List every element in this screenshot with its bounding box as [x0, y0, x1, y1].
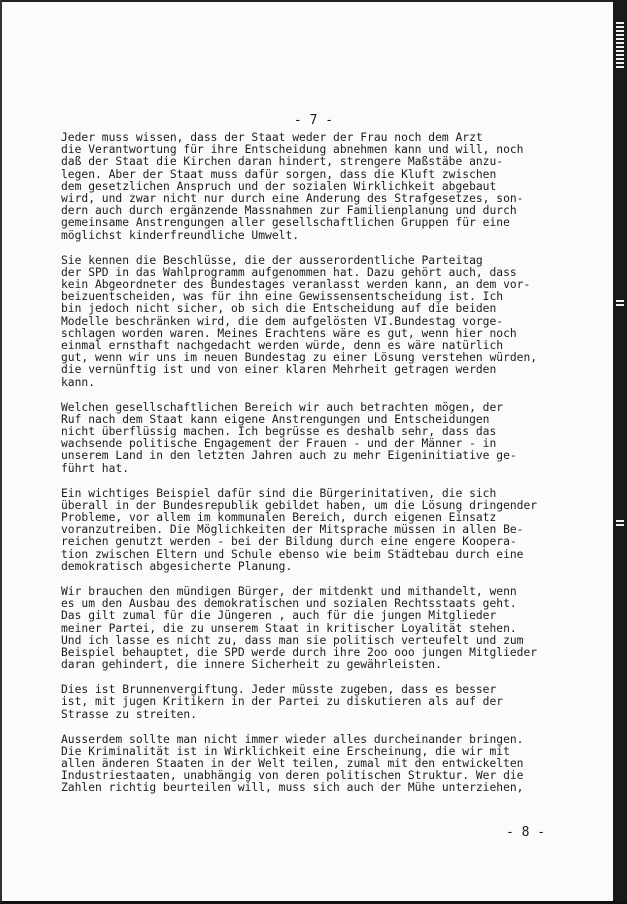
- paragraph: [61, 488, 558, 573]
- paragraph: [61, 684, 558, 721]
- text-line: Probleme, vor allem im kommunalen Bereich, durch eigenen Einsatz: [61, 512, 497, 525]
- text-line: dem gesetzlichen Anspruch und der sozialen Wirklichkeit abgebaut: [61, 180, 497, 193]
- text-line: Die Kriminalität ist in Wirklichkeit eine Erscheinung, die wir mit: [61, 745, 510, 758]
- text-line: bin jedoch nicht sicher, ob sich die Entscheidung auf die beiden: [61, 303, 497, 316]
- text-line: Dies ist Brunnenvergiftung. Jeder müsste zugeben, dass es besser: [61, 684, 497, 697]
- text-line: voranzutreiben. Die Möglichkeiten der Mitsprache müssen in allen Be-: [61, 524, 524, 537]
- text-line: nicht überflüssig machen. Ich begrüsse es deshalb sehr, dass das: [61, 426, 497, 439]
- paragraph: [61, 255, 558, 389]
- text-line: gut, wenn wir uns im neuen Bundestag zu einer Lösung verstehen würden,: [61, 352, 538, 365]
- text-line: reichen genutzt werden - bei der Bildung durch eine engere Koopera-: [61, 536, 517, 549]
- text-line: wird, und zwar nicht nur durch eine Änderung des Strafgesetzes, son-: [61, 193, 524, 206]
- text-line: gemeinsame Anstrengungen aller gesellschaftlichen Gruppen für eine: [61, 217, 510, 230]
- paragraph: [61, 734, 558, 795]
- scan-left-edge: [0, 0, 2, 904]
- text-line: Wir brauchen den mündigen Bürger, der mitdenkt und mithandelt, wenn: [61, 585, 517, 598]
- text-line: Ruf nach dem Staat kann eigene Anstrengungen und Entscheidungen: [61, 413, 490, 426]
- text-line: Das gilt zumal für die Jüngeren , auch für die jungen Mitglieder: [61, 610, 497, 623]
- text-line: die vernünftig ist und von einer klaren Mehrheit getragen werden: [61, 364, 497, 377]
- body-text: [61, 132, 558, 807]
- text-line: der SPD in das Wahlprogramm aufgenommen hat. Dazu gehört auch, dass: [61, 266, 517, 279]
- text-line: führt hat.: [61, 462, 130, 475]
- text-line: die Verantwortung für ihre Entscheidung abnehmen kann und will, noch: [61, 144, 524, 157]
- text-line: Strasse zu streiten.: [61, 708, 198, 721]
- page-number: - 7 -: [293, 113, 334, 128]
- text-line: Zahlen richtig beurteilen will, muss sich auch der Mühe unterziehen,: [61, 782, 524, 795]
- text-line: Welchen gesellschaftlichen Bereich wir auch betrachten mögen, der: [61, 401, 504, 414]
- text-line: Jeder muss wissen, dass der Staat weder der Frau noch dem Arzt: [61, 132, 483, 144]
- text-line: daran gehindert, die innere Sicherheit zu gewährleisten.: [61, 659, 442, 672]
- text-line: dern auch durch ergänzende Massnahmen zur Familienplanung und durch: [61, 205, 517, 218]
- text-line: kein Abgeordneter des Bundestages veranlasst werden kann, an dem vor-: [61, 279, 531, 292]
- text-line: wachsende politische Engagement der Frauen - und der Männer - in: [61, 438, 497, 451]
- text-line: es um den Ausbau des demokratischen und sozialen Rechtsstaats geht.: [61, 598, 517, 611]
- text-line: legen. Aber der Staat muss dafür sorgen, dass die Kluft zwischen: [61, 168, 497, 181]
- scan-top-edge: [0, 0, 627, 2]
- text-line: beizuentscheiden, was für ihn eine Gewissensentscheidung ist. Ich: [61, 291, 504, 304]
- text-line: schlagen worden waren. Meines Erachtens wäre es gut, wenn hier noch: [61, 327, 517, 340]
- text-line: einmal ernsthaft nachgedacht werden würde, denn es wäre natürlich: [61, 340, 504, 353]
- text-line: Und ich lasse es nicht zu, dass man sie politisch verteufelt und zum: [61, 634, 524, 647]
- paragraph: [61, 402, 558, 475]
- scan-right-edge: [613, 0, 627, 904]
- text-line: unserem Land in den letzten Jahren auch zu mehr Eigeninitiative ge-: [61, 450, 517, 463]
- paragraph: [61, 132, 558, 242]
- text-line: kann.: [61, 376, 96, 389]
- text-line: allen änderen Staaten in der Welt teilen, zumal mit den entwickelten: [61, 757, 524, 770]
- text-line: Ausserdem sollte man nicht immer wieder alles durcheinander bringen.: [61, 733, 524, 746]
- text-line: tion zwischen Eltern und Schule ebenso wie beim Städtebau durch eine: [61, 548, 524, 561]
- text-line: ist, mit jugen Kritikern in der Partei zu diskutieren als auf der: [61, 696, 504, 709]
- text-line: daß der Staat die Kirchen daran hindert, strengere Maßstäbe anzu-: [61, 156, 504, 169]
- text-line: möglichst kinderfreundliche Umwelt.: [61, 229, 300, 242]
- text-line: Beispiel behauptet, die SPD werde durch ihre 2oo ooo jungen Mitglieder: [61, 646, 538, 659]
- text-line: Industriestaaten, unabhängig von deren politischen Struktur. Wer die: [61, 770, 524, 783]
- text-line: Sie kennen die Beschlüsse, die der ausserordentliche Parteitag: [61, 254, 483, 267]
- text-line: Modelle beschränken wird, die dem aufgelösten VI.Bundestag vorge-: [61, 315, 504, 328]
- text-line: meiner Partei, die zu unserem Staat in kritischer Loyalität stehen.: [61, 622, 517, 635]
- next-page-marker: - 8 -: [506, 825, 546, 840]
- text-line: demokratisch abgesicherte Planung.: [61, 560, 293, 573]
- text-line: Ein wichtiges Beispiel dafür sind die Bürgerinitativen, die sich: [61, 487, 497, 500]
- text-line: überall in der Bundesrepublik gebildet haben, um die Lösung dringender: [61, 499, 538, 512]
- paragraph: [61, 586, 558, 671]
